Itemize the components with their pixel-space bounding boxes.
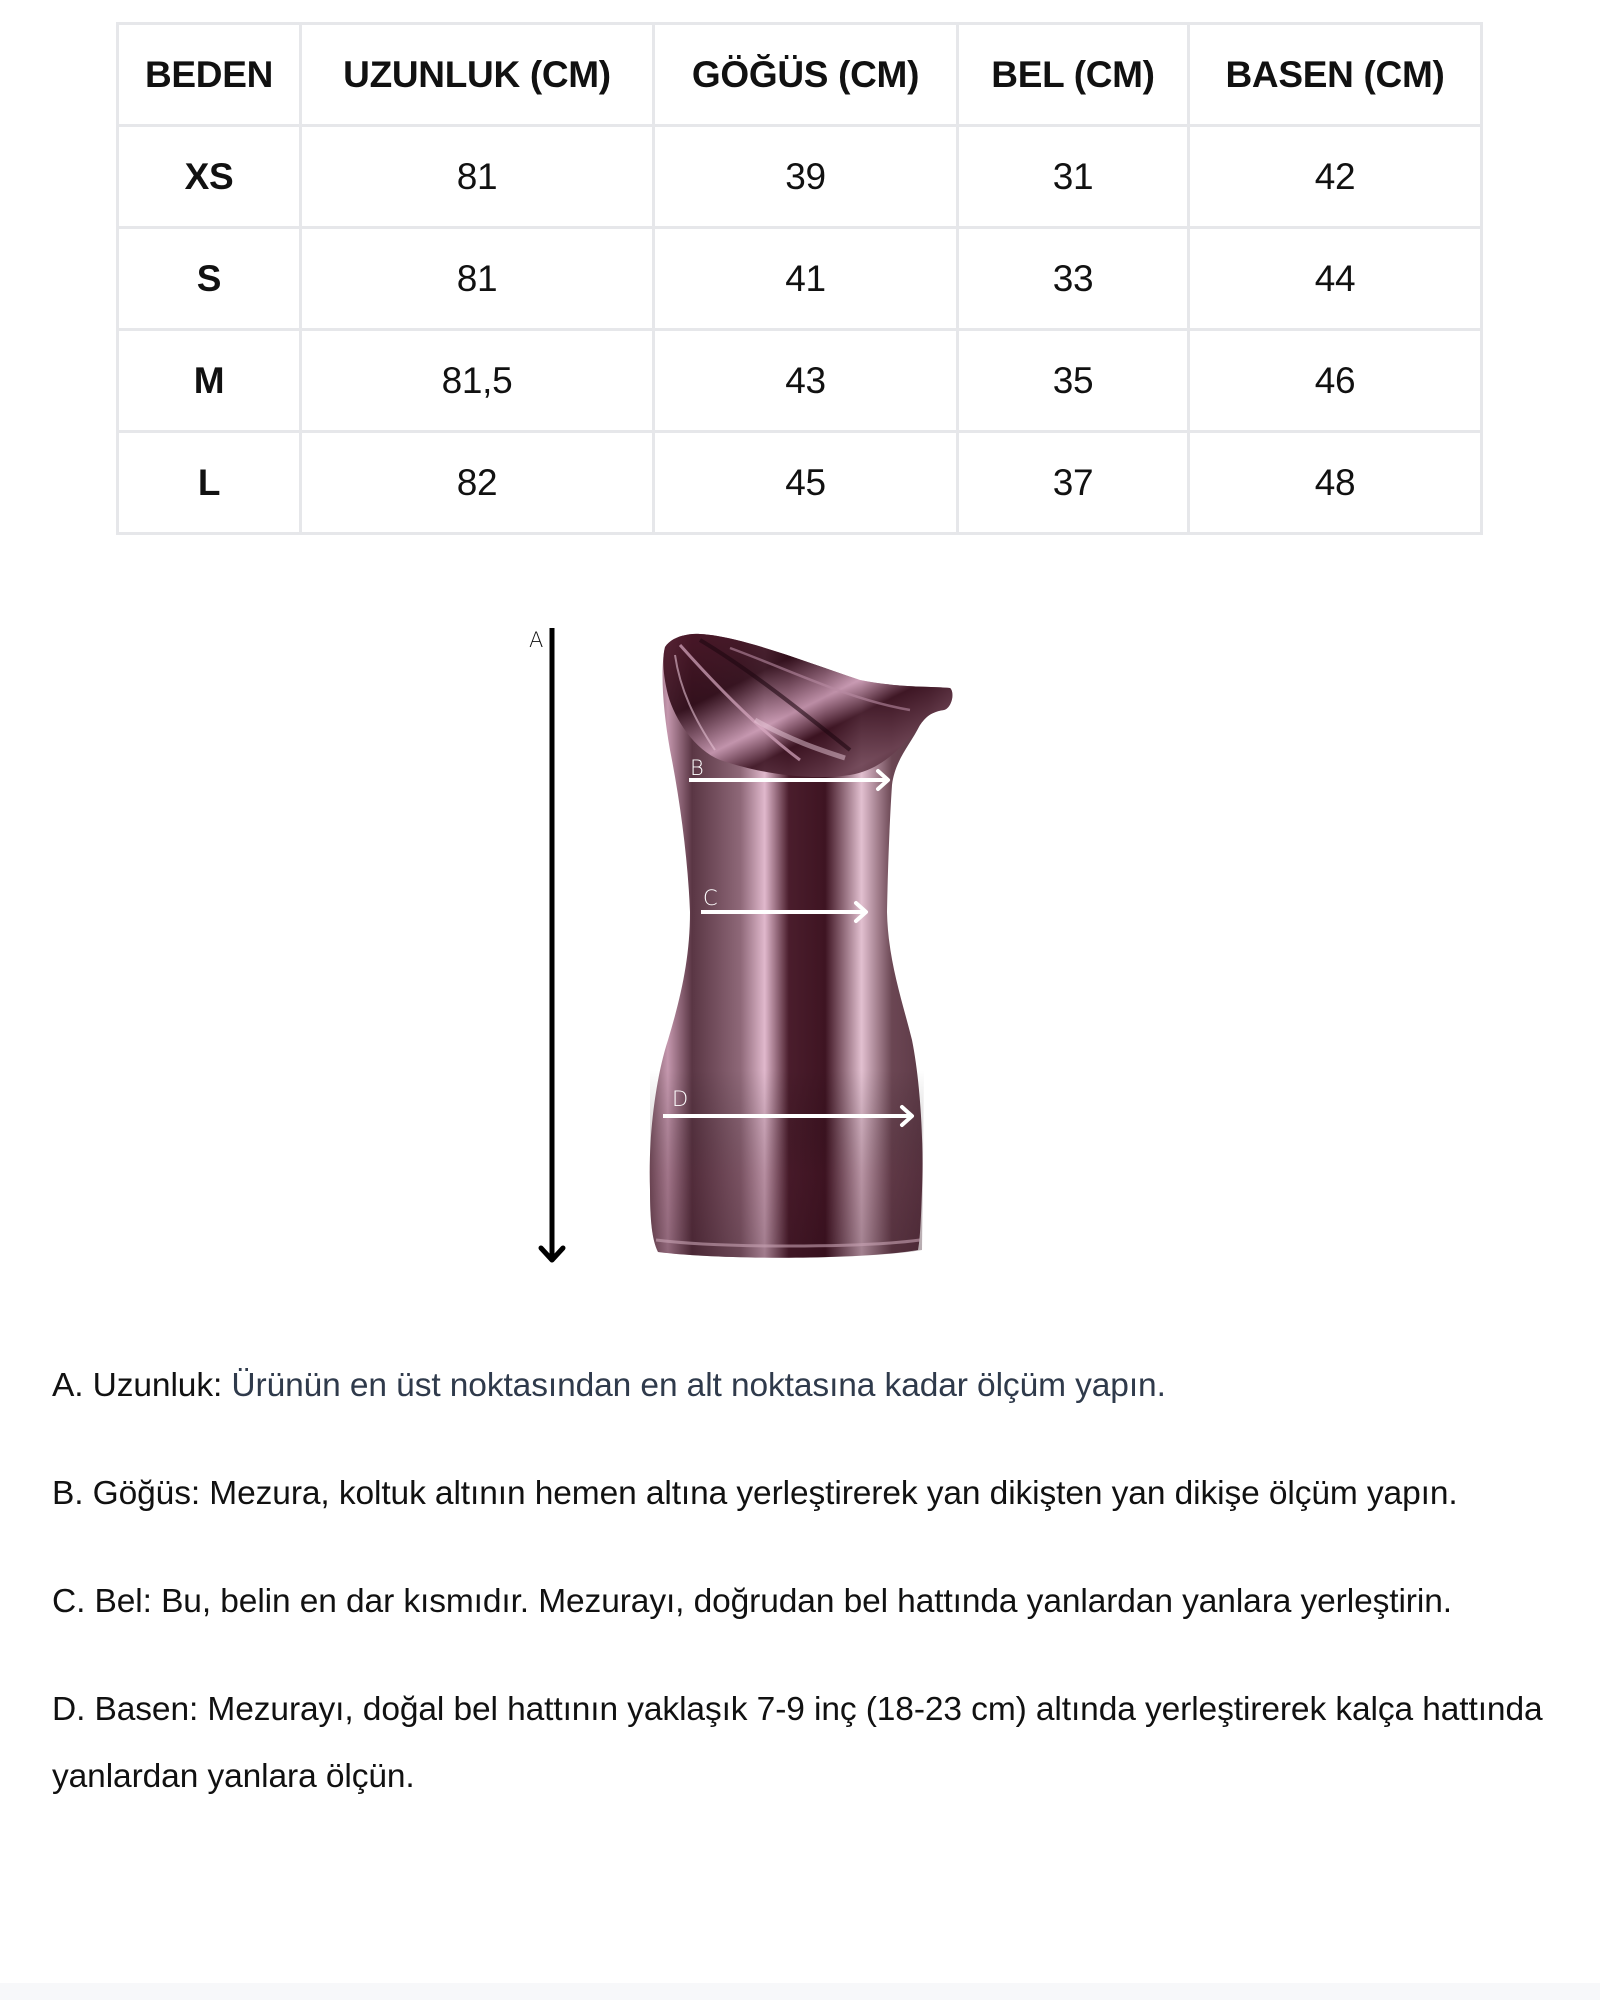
- length-arrow-a: [541, 628, 563, 1260]
- label-a: A: [529, 628, 544, 652]
- chest-cell: 41: [654, 228, 958, 330]
- header-length: UZUNLUK (CM): [301, 24, 654, 126]
- dress-illustration: [500, 600, 1000, 1280]
- instruction-hip: [52, 1676, 1572, 1810]
- chest-cell: 39: [654, 126, 958, 228]
- length-cell: 82: [301, 432, 654, 534]
- measurement-instructions: [52, 1352, 1572, 1851]
- size-cell: S: [118, 228, 301, 330]
- size-cell: L: [118, 432, 301, 534]
- waist-cell: 31: [958, 126, 1189, 228]
- label-d: D: [672, 1087, 689, 1111]
- hip-cell: 42: [1189, 126, 1482, 228]
- table-header-row: [118, 24, 1482, 126]
- waist-cell: 37: [958, 432, 1189, 534]
- instruction-label: B. Göğüs:: [52, 1475, 201, 1512]
- instruction-text: Bu, belin en dar kısmıdır. Mezurayı, doğrudan bel hattında yanlardan yanlara yerleştirin.: [161, 1583, 1452, 1620]
- label-c: C: [703, 886, 718, 910]
- length-cell: 81: [301, 126, 654, 228]
- table-row: [118, 228, 1482, 330]
- table-row: [118, 432, 1482, 534]
- chest-cell: 43: [654, 330, 958, 432]
- header-chest: GÖĞÜS (CM): [654, 24, 958, 126]
- instruction-label: C. Bel:: [52, 1583, 152, 1620]
- size-cell: XS: [118, 126, 301, 228]
- instruction-text: Mezura, koltuk altının hemen altına yerleştirerek yan dikişten yan dikişe ölçüm yapın.: [209, 1475, 1458, 1512]
- size-chart-table: [116, 22, 1483, 535]
- table-row: [118, 330, 1482, 432]
- header-waist: BEL (CM): [958, 24, 1189, 126]
- size-cell: M: [118, 330, 301, 432]
- measurement-diagram: [500, 600, 1000, 1280]
- instruction-label: A. Uzunluk:: [52, 1367, 223, 1404]
- header-size: BEDEN: [118, 24, 301, 126]
- page-footer-strip: [0, 1983, 1600, 2000]
- instruction-text: Mezurayı, doğal bel hattının yaklaşık 7-9 inç (18-23 cm) altında yerleştirerek kalça hattında yanlardan yanlara ölçün.: [52, 1691, 1543, 1795]
- hip-cell: 48: [1189, 432, 1482, 534]
- instruction-text: Ürünün en üst noktasından en alt noktasına kadar ölçüm yapın.: [231, 1367, 1166, 1404]
- hip-cell: 44: [1189, 228, 1482, 330]
- label-b: B: [690, 756, 704, 780]
- length-cell: 81: [301, 228, 654, 330]
- instruction-length: [52, 1352, 1572, 1419]
- dress-shape: [650, 634, 953, 1258]
- instruction-chest: [52, 1460, 1572, 1527]
- hip-cell: 46: [1189, 330, 1482, 432]
- table-row: [118, 126, 1482, 228]
- instruction-label: D. Basen:: [52, 1691, 199, 1728]
- header-hip: BASEN (CM): [1189, 24, 1482, 126]
- length-cell: 81,5: [301, 330, 654, 432]
- waist-cell: 35: [958, 330, 1189, 432]
- chest-cell: 45: [654, 432, 958, 534]
- instruction-waist: [52, 1568, 1572, 1635]
- waist-cell: 33: [958, 228, 1189, 330]
